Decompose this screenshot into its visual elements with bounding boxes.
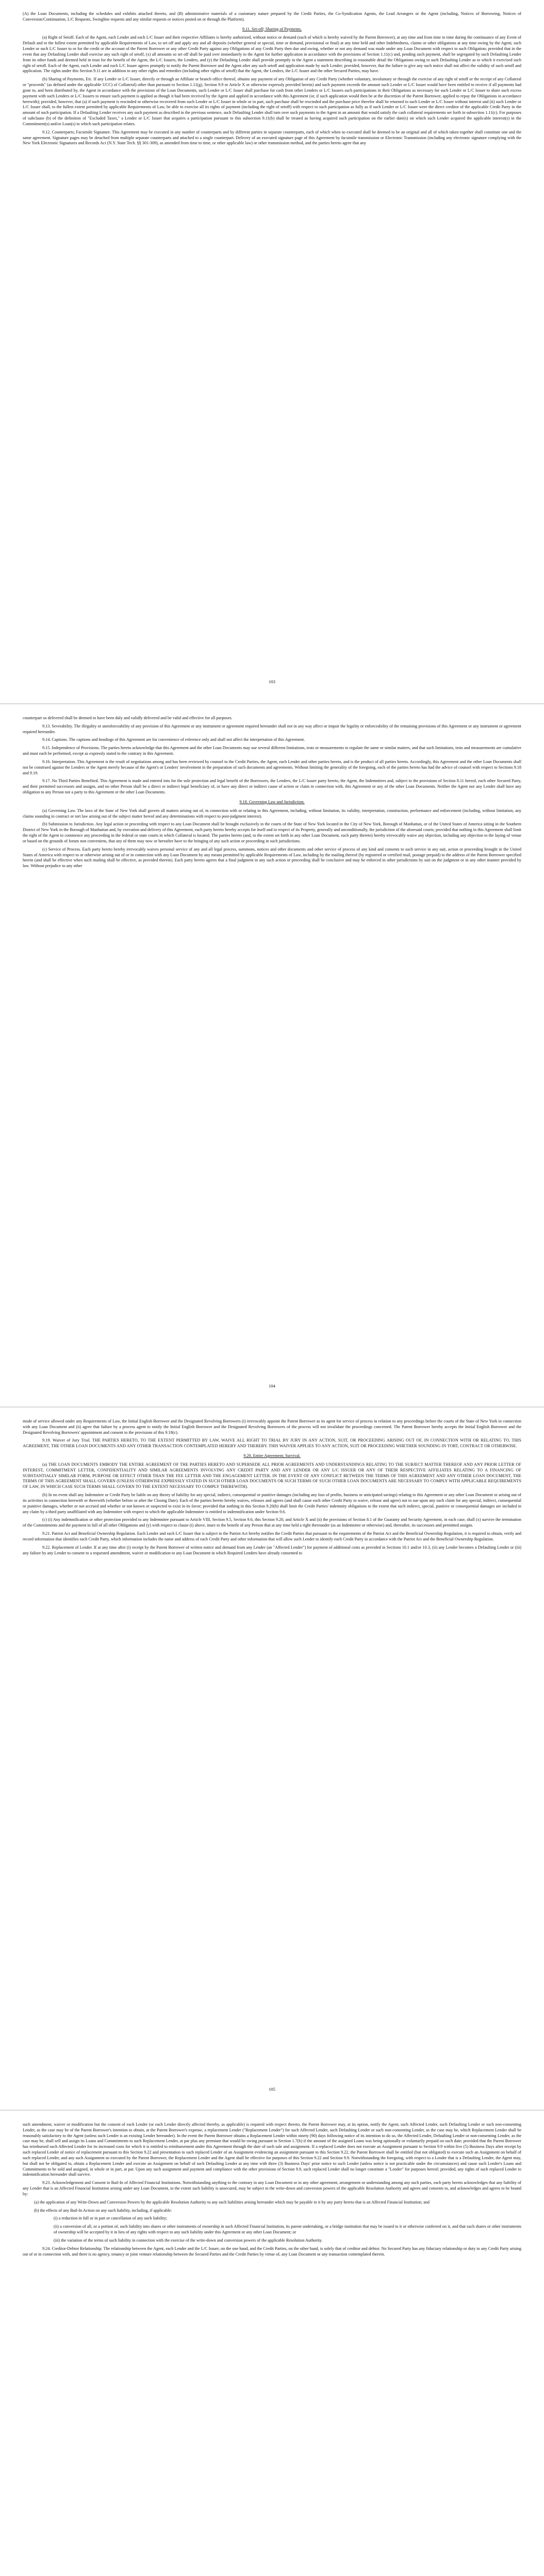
paragraph: (c) Service of Process. Each party hereto hereby irrevocably waives personal service of any and all legal process, summons, notices and other documents and other service of process of any kind and consents to such service in any suit, action or proceeding brought in the United States of America with respect to or otherwise arising out of or in connection with any Loan Document by any means permitted by applicable Requirements of Law, including by the mailing thereof (by registered or certified mail, postage prepaid) to the address of the Parent Borrower specified herein (and shall be effective when such mailing shall be effective, as provided therein). Each party hereto agrees that a final judgment in any such action or proceeding shall be conclusive and may be enforced in other jurisdictions by suit on the judgment or in any other manner provided by law. Without prejudice to any other — [23, 846, 521, 869]
paragraph: 9.22. Replacement of Lender. If at any time after (i) receipt by the Parent Borrower of written notice and demand from any Lender (an "Affected Lender") for payment of additional costs as provided in Sections 10.1 and/or 10.3, (ii) any Lender becomes a Defaulting Lender or (iii) any failure by any Lender to consent to a requested amendment, waiver or modification to any Loan Document in which Required Lenders have already consented to — [23, 1545, 521, 1555]
page-number: 104 — [269, 1383, 275, 1388]
paragraph: such amendment, waiver or modification but the consent of each Lender (or each Lender directly affected thereby, as applicable) is required with respect thereto, the Parent Borrower may, at its option, notify the Agent, such Affected Lender, such Defaulting Lender or such non-consenting Lender, as the case may be of the Parent Borrower's intention to obtain, at the Parent Borrower's expense, a replacement Lender ("Replacement Lender") for such Affected Lender, such Defaulting Lender or such non-consenting Lender, as the case may be, which Replacement Lender shall be reasonably satisfactory to the Agent (unless such Lender is an existing Lender hereunder). In the event the Parent Borrower obtains a Replacement Lender within ninety (90) days following notice of its intention to do so, the Affected Lender, Defaulting Lender or non-consenting Lender, as the case may be, shall sell and assign its Loans and Commitments to such Replacement Lender, at par plus any premium that would be owing pursuant to Section 1.7(b) if the amount of the assigned Loans was being optionally or voluntarily prepaid on such date; provided that the Parent Borrower has reimbursed such Affected Lender for its increased costs for which it is entitled to reimbursement under this Agreement through the date of such sale and assignment. If a replaced Lender does not execute an Assignment pursuant to Section 9.9 within five (5) Business Days after receipt by such replaced Lender of notice of replacement pursuant to this Section 9.22 and presentation to such replaced Lender of an Assignment evidencing an assignment pursuant to this Section 9.22, the Parent Borrower shall be entitled (but not obligated) to execute such an Assignment on behalf of such replaced Lender, and any such Assignment so executed by the Parent Borrower, the Replacement Lender and the Agent shall be effective for purposes of this Section 9.22 and Section 9.9. Notwithstanding the foregoing, with respect to a Lender that is a Defaulting Lender, the Agent may, but shall not be obligated to, obtain a Replacement Lender and execute an Assignment on behalf of such Defaulting Lender at any time with three (3) Business Days' prior notice to such Lender (unless notice is not practicable under the circumstances) and cause such Lender's Loans and Commitments to be sold and assigned, in whole or in part, at par. Upon any such assignment and payment and compliance with the other provisions of Section 9.9, such replaced Lender shall no longer constitute a "Lender" for purposes hereof; provided, any rights of such replaced Lender to indemnification hereunder shall survive. — [23, 2122, 521, 2177]
page-103 — [0, 0, 544, 703]
paragraph: 9.13. Severability. The illegality or unenforceability of any provision of this Agreement or any instrument or agreement required hereunder shall not in any way affect or impair the legality or enforceability of the remaining provisions of this Agreement or any instrument or agreement required hereunder. — [23, 723, 521, 734]
paragraph: 9.12. Counterparts; Facsimile Signature. This Agreement may be executed in any number of counterparts and by different parties in separate counterparts, each of which when so executed shall be deemed to be an original and all of which taken together shall constitute one and the same agreement. Signature pages may be detached from multiple separate counterparts and attached to a single counterpart. Delivery of an executed signature page of this Agreement by facsimile transmission or Electronic Transmission (including any electronic signature complying with the New York Electronic Signatures and Records Act (N.Y. State Tech. §§ 301-309), as amended from time to time, or other applicable law) or other transmission method, and the parties hereto agree that any — [23, 129, 521, 146]
page-number: 103 — [269, 679, 275, 684]
paragraph: (A) the Loan Documents, including the schedules and exhibits attached thereto, and (B) administrative materials of a customary nature prepared by the Credit Parties, the Co-Syndication Agents, the Lead Arrangers or the Agent (including, Notices of Borrowing, Notices of Conversion/Continuation, L/C Requests, Swingline requests and any similar requests or notices posted on or through the Platform). — [23, 11, 521, 22]
paragraph: (iii) the variation of the terms of such liability in connection with the exercise of the write-down and conversion powers of the applicable Resolution Authority. — [54, 2238, 323, 2243]
paragraph: (c) (i) Any indemnification or other protection provided to any Indemnitee pursuant to Article VIII, Section 9.5, Section 9.6, this Section 9.20, and Article X and (ii) the provisions of Section 8.1 of the Guaranty and Security Agreement, in each case, shall (x) survive the termination of the Commitments and the payment in full of all other Obligations and (y) with respect to clause (i) above, inure to the benefit of any Person that at any time held a right thereunder (as an Indemnitee or otherwise) and, thereafter, its successors and permitted assigns. — [23, 1517, 521, 1528]
paragraph: (ii) a conversion of all, or a portion of, such liability into shares or other instruments of ownership in such Affected Financial Institution, its parent undertaking, or a bridge institution that may be issued to it or otherwise conferred on it, and that such shares or other instruments of ownership will be accepted by it in lieu of any rights with respect to any such liability under this Agreement or any other Loan Document; or — [54, 2224, 521, 2235]
paragraph: (a) Governing Law. The laws of the State of New York shall govern all matters arising out of, in connection with or relating to this Agreement, including, without limitation, its validity, interpretation, construction, performance and enforcement (including, without limitation, any claims sounding in contract or tort law arising out of the subject matter hereof and any determinations with respect to post-judgment interest). — [23, 808, 521, 819]
page-body — [23, 716, 521, 869]
paragraph: (a) THE LOAN DOCUMENTS EMBODY THE ENTIRE AGREEMENT OF THE PARTIES HERETO AND SUPERSEDE ALL PRIOR AGREEMENTS AND UNDERSTANDINGS RELATING TO THE SUBJECT MATTER THEREOF AND ANY PRIOR LETTER OF INTEREST, COMMITMENT LETTER, CONFIDENTIALITY AND SIMILAR AGREEMENTS INVOLVING ANY CREDIT PARTY AND ANY LENDER OR ANY L/C ISSUER OR ANY OF THEIR RESPECTIVE AFFILIATES RELATING TO A FINANCING OF SUBSTANTIALLY SIMILAR FORM, PURPOSE OR EFFECT OTHER THAN THE FEE LETTER AND THE ENGAGEMENT LETTER. IN THE EVENT OF ANY CONFLICT BETWEEN THE TERMS OF THIS AGREEMENT AND ANY OTHER LOAN DOCUMENT, THE TERMS OF THIS AGREEMENT SHALL GOVERN (UNLESS OTHERWISE EXPRESSLY STATED IN SUCH OTHER LOAN DOCUMENTS OR SUCH TERMS OF SUCH OTHER LOAN DOCUMENTS ARE NECESSARY TO COMPLY WITH APPLICABLE REQUIREMENTS OF LAW, IN WHICH CASE SUCH TERMS SHALL GOVERN TO THE EXTENT NECESSARY TO COMPLY THEREWITH). — [23, 1462, 521, 1489]
page-105 — [0, 1406, 544, 2110]
paragraph: 9.15. Independence of Provisions. The parties hereto acknowledge that this Agreement and the other Loan Documents may use several different limitations, tests or measurements to regulate the same or similar matters, and that such limitations, tests and measurements are cumulative and must each be performed, except as expressly stated to the contrary in this Agreement. — [23, 745, 521, 756]
page-body — [23, 11, 521, 146]
paragraph: (b) In no event shall any Indemnitee or Credit Party be liable on any theory of liability for any special, indirect, consequential or punitive damages (including any loss of profits, business or anticipated savings) relating to this Agreement or any other Loan Document or arising out of its activities in connection herewith or therewith (whether before or after the Closing Date). Each of the parties hereto hereby waives, releases and agrees (and shall cause each other Credit Party to waive, release and agree) not to sue upon any such claim for any special, indirect, consequential or punitive damages, whether or not accrued and whether or not known or suspected to exist in its favor; provided that nothing in this Section 9.20(b) shall limit the Credit Parties' indemnity obligations to the extent that such indirect, special, punitive or consequential damages are included in any claim by a third party unaffiliated with any Indemnitee with respect to which the applicable Indemnitee is entitled to indemnification under Section 9.6. — [23, 1493, 521, 1514]
paragraph: (a) Right of Setoff. Each of the Agent, each Lender and each L/C Issuer and their respective Affiliates is hereby authorized, without notice or demand (each of which is hereby waived by the Parent Borrower), at any time and from time to time during the continuance of any Event of Default and to the fullest extent permitted by applicable Requirements of Law, to set off and apply any and all deposits (whether general or special, time or demand, provisional or final) at any time held and other Indebtedness, claims or other obligations at any time owing by the Agent, such Lender or such L/C Issuer to or for the credit or the account of the Parent Borrower or any other Credit Party against any Obligations of any Credit Party then due and owing, whether or not any demand was made under any Loan Document with respect to such Obligation; provided that in the event that any Defaulting Lender shall exercise any such right of setoff, (x) all amounts so set off shall be paid over immediately to the Agent for further application in accordance with the provisions of Section 1.11(c) and, pending such payment, shall be segregated by such Defaulting Lender from its other funds and deemed held in trust for the benefit of the Agent, the L/C Issuers, the Lenders, and (y) the Defaulting Lender shall provide promptly to the Agent a statement describing in reasonable detail the Obligations owing to such Defaulting Lender as to which it exercised such right of setoff. Each of the Agent, each Lender and each L/C Issuer agrees promptly to notify the Parent Borrower and the Agent after any such setoff and application made by such Lender; provided, however, that the failure to give any such notice shall not affect the validity of such setoff and application. The rights under this Section 9.11 are in addition to any other rights and remedies (including other rights of setoff) that the Agent, the Lenders, the L/C Issuer and the other Secured Parties, may have. — [23, 35, 521, 74]
paragraph: 9.21. Patriot Act and Beneficial Ownership Regulation. Each Lender and each L/C Issuer that is subject to the Patriot Act hereby notifies the Credit Parties that pursuant to the requirements of the Patriot Act and the Beneficial Ownership Regulation, it is required to obtain, verify and record information that identifies each Credit Party, which information includes the name and address of each Credit Party and other information that will allow such Lender to identify each Credit Party in accordance with the Patriot Act and the Beneficial Ownership Regulation. — [23, 1531, 521, 1541]
paragraph: (i) a reduction in full or in part or cancellation of any such liability; — [54, 2216, 168, 2221]
paragraph: 9.19. Waiver of Jury Trial. THE PARTIES HERETO, TO THE EXTENT PERMITTED BY LAW, WAIVE ALL RIGHT TO TRIAL BY JURY IN ANY ACTION, SUIT, OR PROCEEDING ARISING OUT OF, IN CONNECTION WITH OR RELATING TO, THIS AGREEMENT, THE OTHER LOAN DOCUMENTS AND ANY OTHER TRANSACTION CONTEMPLATED HEREBY AND THEREBY. THIS WAIVER APPLIES TO ANY ACTION, SUIT OR PROCEEDING WHETHER SOUNDING IN TORT, CONTRACT OR OTHERWISE. — [23, 1438, 521, 1449]
paragraph: 9.23. Acknowledgement and Consent to Bail-In of Affected Financial Institutions. Notwithstanding anything to the contrary in any Loan Document or in any other agreement, arrangement or understanding among any such parties, each party hereto acknowledges that any liability of any Lender that is an Affected Financial Institution arising under any Loan Document, to the extent such liability is unsecured, may be subject to the write-down and conversion powers of the applicable Resolution Authority and agrees and consents to, and acknowledges and agrees to be bound by: — [23, 2180, 521, 2196]
paragraph: (b) Submission to Jurisdiction. Any legal action or proceeding with respect to any Loan Document shall be brought exclusively in the courts of the State of New York located in the City of New York, Borough of Manhattan, or of the United States of America sitting in the Southern District of New York in the Borough of Manhattan and, by execution and delivery of this Agreement, each party hereto hereby accepts for itself and in respect of its Property, generally and unconditionally, the jurisdiction of the aforesaid courts; provided that nothing in this Agreement shall limit the right of the Agent to commence any proceeding in the federal or state courts in which Collateral is located. The parties hereto (and, to the extent set forth in any other Loan Document, each party thereto) hereby irrevocably waive any objection, including any objection to the laying of venue or based on the grounds of forum non conveniens, that any of them may now or hereafter have to the bringing of any such action or proceeding in such jurisdictions. — [23, 822, 521, 843]
paragraph: (b) Sharing of Payments, Etc. If any Lender or L/C Issuer, directly or through an Affiliate or branch office thereof, obtains any payment of any Obligation of any Credit Party (whether voluntary, involuntary or through the exercise of any right of setoff or the receipt of any Collateral or "proceeds" (as defined under the applicable UCC) of Collateral) other than pursuant to Section 1.11(g), Section 9.9 or Article X or otherwise expressly provided herein) and such payment exceeds the amount such Lender or L/C Issuer would have been entitled to receive if all payments had gone to, and been distributed by, the Agent in accordance with the provisions of the Loan Documents, such Lender or L/C Issuer shall purchase for cash from other Lenders or L/C Issuers such participations in their Obligations as necessary for such Lender or L/C Issuer to share such excess payment with such Lenders or L/C Issuers to ensure such payment is applied as though it had been received by the Agent and applied in accordance with this Agreement (or, if such application would then be at the discretion of the Parent Borrower, applied to repay the Obligations in accordance herewith); provided, however, that (a) if such payment is rescinded or otherwise recovered from such Lender or L/C Issuer in whole or in part, such purchase shall be rescinded and the purchase price therefor shall be returned to such Lender or L/C Issuer without interest and (ii) such Lender or L/C Issuer shall, to the fullest extent permitted by applicable Requirements of Law, be able to exercise all its rights of payment (including the right of setoff) with respect to such participation as fully as if such Lender or L/C Issuer were the direct creditor of the applicable Credit Party in the amount of such participation. If a Defaulting Lender receives any such payment as described in the previous sentence, such Defaulting Lender shall turn over such payments to the Agent in an amount that would satisfy the cash collateral requirements set forth in subsection 1.11(c). For purposes of subclause (b) of the definition of "Excluded Taxes," a Lender or L/C Issuer that acquires a participation pursuant to this subsection 9.11(b) shall be treated as having acquired such participation on the earlier date(s) on which such Lender acquired the applicable interest(s) in the Commitment(s) and/or Loan(s) to which such participation relates. — [23, 77, 521, 126]
paragraph: 9.24. Creditor-Debtor Relationship. The relationship between the Agent, each Lender and the L/C Issuer, on the one hand, and the Credit Parties, on the other hand, is solely that of creditor and debtor. No Secured Party has any fiduciary relationship or duty to any Credit Party arising out of or in connection with, and there is no agency, tenancy or joint venture relationship between the Secured Parties and the Credit Parties by virtue of, any Loan Document or any transaction contemplated therein. — [23, 2246, 521, 2257]
paragraph: (a) the application of any Write-Down and Conversion Powers by the applicable Resolution Authority to any such liabilities arising hereunder which may be payable to it by any party hereto that is an Affected Financial Institution; and — [34, 2199, 430, 2205]
paragraph: 9.16. Interpretation. This Agreement is the result of negotiations among and has been reviewed by counsel to the Credit Parties, the Agent, each Lender and other parties hereto, and is the product of all parties hereto. Accordingly, this Agreement and the other Loan Documents shall not be construed against the Lenders or the Agent merely because of the Agent's or Lenders' involvement in the preparation of such documents and agreements. Without limiting the generality of the foregoing, each of the parties hereto has had the advice of counsel with respect to Sections 9.18 and 9.19. — [23, 759, 521, 775]
paragraph: (b) the effects of any Bail-In Action on any such liability, including, if applicable: — [34, 2208, 172, 2213]
paragraph: 9.17. No Third Parties Benefited. This Agreement is made and entered into for the sole protection and legal benefit of the Borrowers, the Lenders, the L/C Issuer party hereto, the Agent, the Indemnitees and, subject to the provisions of Section 8.11 hereof, each other Secured Party, and their permitted successors and assigns, and no other Person shall be a direct or indirect legal beneficiary of, or have any direct or indirect cause of action or claim in connection with, this Agreement or any of the other Loan Documents. Neither the Agent nor any Lender shall have any obligation to any Person not a party to this Agreement or the other Loan Documents. — [23, 778, 521, 795]
page-body — [23, 2122, 521, 2257]
section-heading: 9.11. Set-off; Sharing of Payments. — [242, 26, 302, 31]
page-104 — [0, 703, 544, 1406]
paragraph: 9.14. Captions. The captions and headings of this Agreement are for convenience of reference only and shall not affect the interpretation of this Agreement. — [42, 737, 305, 742]
section-heading: 9.18. Governing Law and Jurisdiction. — [239, 799, 305, 804]
page-number: 105 — [269, 2087, 275, 2092]
paragraph: mode of service allowed under any Requirements of Law, the Initial English Borrower and the Designated Revolving Borrowers (i) irrevocably appoint the Parent Borrower as its agent for service of process in relation to any proceedings before the courts of the State of New York in connection with any Loan Document and (ii) agree that failure by a process agent to notify the Initial English Borrower and the Designated Revolving Borrowers of the process will not invalidate the proceedings concerned. The Parent Borrower hereby accepts the Initial English Borrower and the Designated Revolving Borrowers' appointment and consent to the provisions of this 9.18(c). — [23, 1419, 521, 1435]
page-body — [23, 1419, 521, 1556]
section-heading: 9.20. Entire Agreement; Survival. — [243, 1453, 301, 1459]
page-106 — [0, 2110, 544, 2576]
paragraph: counterpart so delivered shall be deemed to have been duly and validly delivered and be valid and effective for all purposes. — [23, 716, 233, 720]
